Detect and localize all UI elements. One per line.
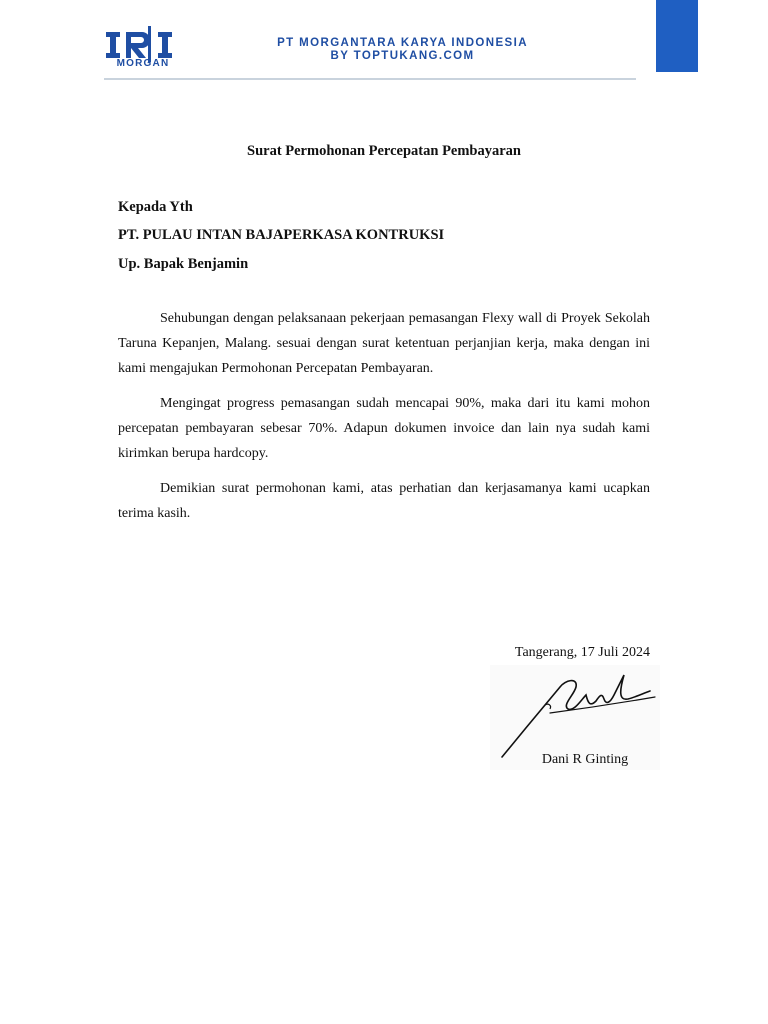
body-paragraph: Sehubungan dengan pelaksanaan pekerjaan pemasangan Flexy wall di Proyek Sekolah Taruna Kepanjen, Malang. sesuai dengan surat ketentuan perjanjian kerja, maka dengan ini kami mengajukan Permohonan Percepatan Pembayaran. xyxy=(118,311,650,376)
letter-title: Surat Permohonan Percepatan Pembayaran xyxy=(247,143,521,159)
recipient-attention: Up. Bapak Benjamin xyxy=(118,256,249,272)
logo-wordmark: MORGAN xyxy=(116,58,170,69)
recipient-salutation: Kepada Yth xyxy=(118,199,193,215)
signer-name: Dani R Ginting xyxy=(541,752,629,767)
letterhead xyxy=(0,0,768,90)
letter-body xyxy=(118,306,650,536)
header-divider xyxy=(104,78,636,80)
company-name: PT MORGANTARA KARYA INDONESIA xyxy=(277,37,528,49)
company-name-block xyxy=(230,37,575,63)
body-paragraph: Demikian surat permohonan kami, atas perhatian dan kerjasamanya kami ucapkan terima kasih. xyxy=(118,481,650,521)
recipient-company: PT. PULAU INTAN BAJAPERKASA KONTRUKSI xyxy=(118,227,445,243)
place-date: Tangerang, 17 Juli 2024 xyxy=(514,645,650,660)
accent-bar xyxy=(656,0,698,72)
company-subtitle: BY TOPTUKANG.COM xyxy=(330,50,475,62)
body-paragraph: Mengingat progress pemasangan sudah mencapai 90%, maka dari itu kami mohon percepatan pembayaran sebesar 70%. Adapun dokumen invoice dan lain nya sudah kami kirimkan berupa hardcopy. xyxy=(118,396,650,461)
